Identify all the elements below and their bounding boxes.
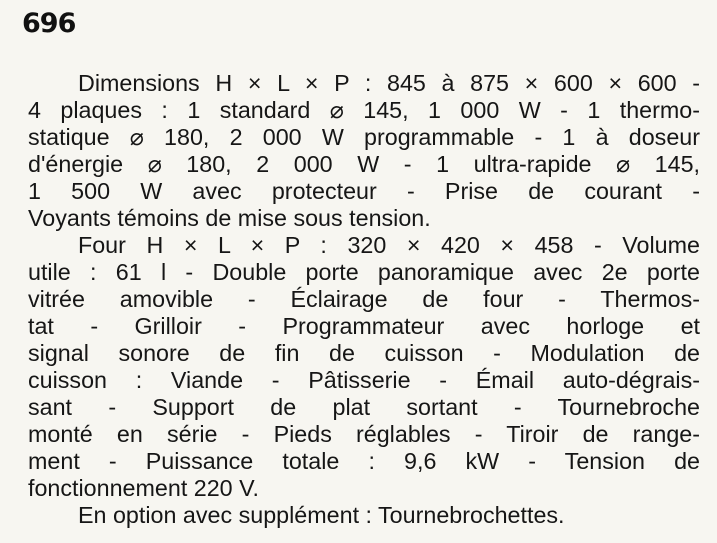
text-line: fonctionnement 220 V.: [28, 475, 259, 501]
text-line: d'énergie ⌀ 180, 2 000 W - 1 ultra-rapide ⌀ 145,: [28, 151, 700, 177]
text-line: En option avec supplément : Tournebrochettes.: [78, 502, 565, 528]
text-line: statique ⌀ 180, 2 000 W programmable - 1 à doseur: [28, 124, 700, 150]
text-line: cuisson : Viande - Pâtisserie - Émail auto-dégrais-: [28, 367, 700, 393]
text-line: Voyants témoins de mise sous tension.: [28, 205, 431, 231]
body-text: [28, 70, 700, 529]
text-line: 4 plaques : 1 standard ⌀ 145, 1 000 W - 1 thermo-: [28, 97, 700, 123]
text-line: signal sonore de fin de cuisson - Modulation de: [28, 340, 700, 366]
text-line: monté en série - Pieds réglables - Tiroir de range-: [28, 421, 700, 447]
text-line: 1 500 W avec protecteur - Prise de courant -: [28, 178, 700, 204]
text-line: Four H × L × P : 320 × 420 × 458 - Volume: [78, 232, 700, 258]
text-line: tat - Grilloir - Programmateur avec horloge et: [28, 313, 700, 339]
text-line: Dimensions H × L × P : 845 à 875 × 600 × 600 -: [78, 70, 700, 96]
text-line: utile : 61 l - Double porte panoramique avec 2e porte: [28, 259, 700, 285]
page-number: 696: [22, 8, 76, 39]
text-line: sant - Support de plat sortant - Tournebroche: [28, 394, 700, 420]
text-line: vitrée amovible - Éclairage de four - Thermos-: [28, 286, 700, 312]
text-line: ment - Puissance totale : 9,6 kW - Tension de: [28, 448, 700, 474]
